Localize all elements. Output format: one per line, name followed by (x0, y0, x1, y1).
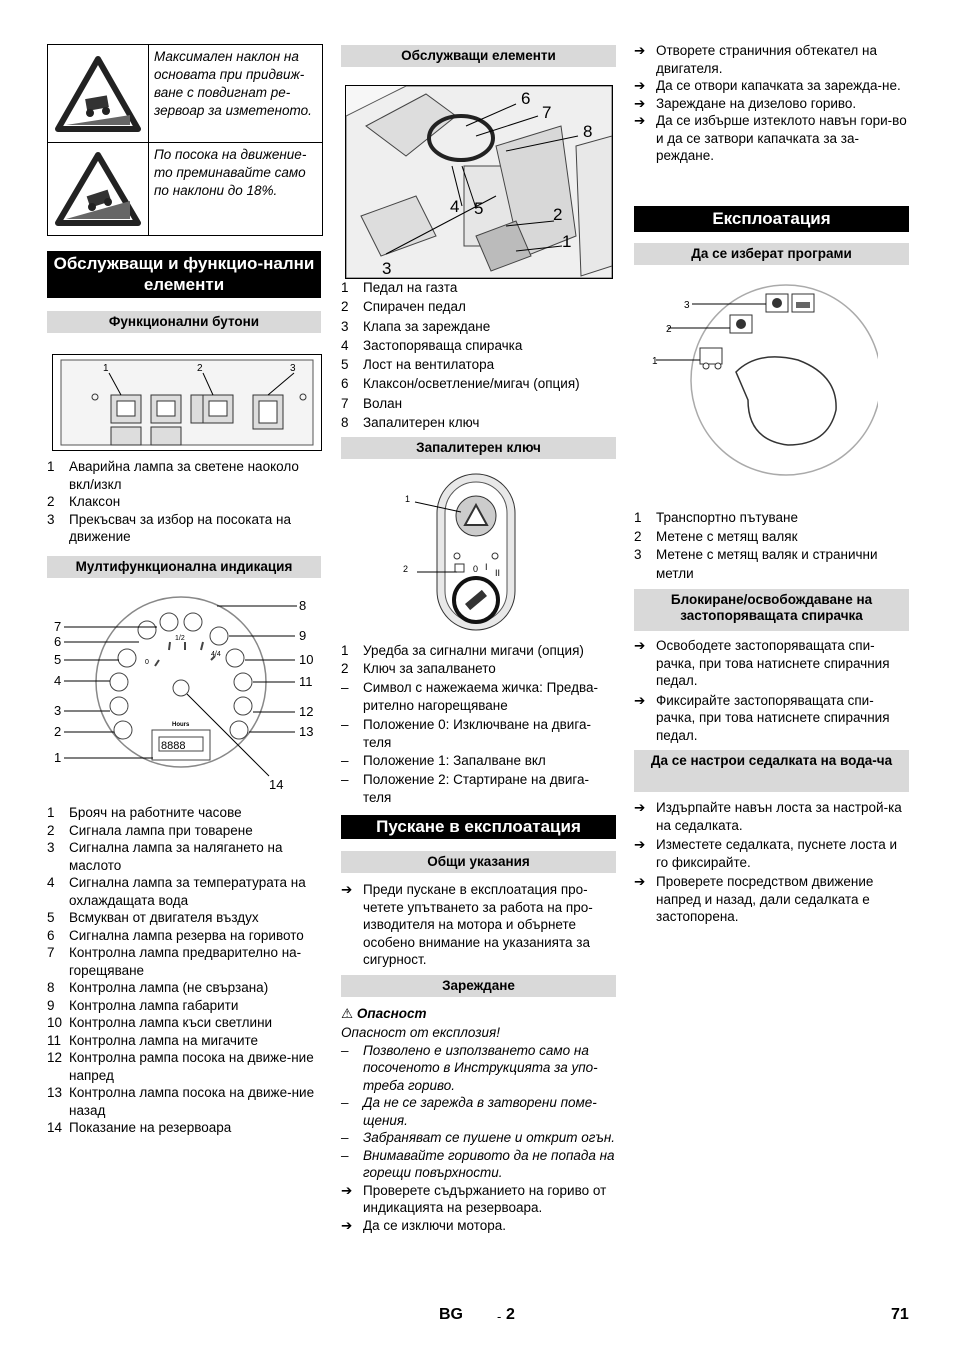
list-item: 2 Метене с метящ валяк (634, 528, 798, 544)
list-item: 7 Волан (341, 395, 403, 411)
list-item: 3 Сигнална лампа за налягането на маслото (47, 840, 283, 873)
list-item: – Положение 2: Стартиране на двига-теля (341, 771, 589, 806)
svg-text:7: 7 (54, 619, 62, 634)
list-item: 14 Показание на резервоара (47, 1120, 232, 1135)
slope-warning-icon (48, 143, 149, 235)
list-item: ➔ Изместете седалката, пуснете лоста и го фиксирайте. (634, 837, 898, 870)
list-item: ➔ Да се отвори капачката за зарежда-не. (634, 78, 901, 93)
ignition-figure (401, 472, 561, 632)
list-item: 5 Всмукван от двигателя въздух (47, 910, 259, 925)
danger-heading: ⚠ Опасност (341, 1006, 427, 1021)
svg-text:8: 8 (299, 598, 307, 613)
warning-text-2: По посока на движение-то преминавайте само по наклони до 18%. (154, 147, 307, 198)
general-notes-list (341, 881, 616, 969)
svg-text:5: 5 (54, 652, 62, 667)
list-item: 1 Уредба за сигнални мигачи (опция) (341, 643, 584, 658)
list-item: 1 Аварийна лампа за светене наоколо вкл/изкл (47, 459, 299, 492)
svg-text:1: 1 (54, 750, 62, 765)
parking-brake-list (634, 637, 909, 744)
list-item: 8 Контролна лампа (не свързана) (47, 980, 269, 995)
svg-text:4: 4 (54, 673, 62, 688)
list-item: 9 Контролна лампа габарити (47, 997, 239, 1013)
svg-text:2: 2 (54, 724, 62, 739)
list-item: 11 Контролна лампа на мигачите (47, 1032, 259, 1048)
section-title-startup: Пускане в експлоатация (341, 815, 616, 839)
list-item: ➔ Фиксирайте застопоряващата спи-рачка, при това натиснете спирачния педал. (634, 692, 890, 743)
heading-parking-brake: Блокиране/освобождаване на застопоряващата спирачка (634, 589, 909, 631)
horn-button[interactable] (151, 395, 181, 423)
hour-counter-display (152, 730, 210, 760)
list-item: ➔ Преди пускане в експлоатация про-четете упътването за работа на про-изводителя на мотора и обърнете особено внимание на указанията за сигурност. (341, 882, 593, 967)
list-item: 1 Брояч на работните часове (47, 805, 242, 820)
svg-text:1: 1 (103, 363, 109, 374)
svg-text:7: 7 (542, 103, 552, 122)
footer-language: BG (439, 1306, 463, 1323)
danger-subtitle: Опасност от експлозия! (341, 1024, 501, 1040)
svg-text:1: 1 (652, 356, 658, 367)
list-item: 13 Контролна лампа посока на движе-ние назад (47, 1085, 315, 1118)
multi-display-figure (47, 590, 322, 795)
footer-subpage: 2 (506, 1306, 515, 1323)
heading-function-buttons: Функционални бутони (47, 311, 321, 333)
list-item: – Положение 0: Изключване на двига-теля (341, 716, 591, 751)
warning-triangle-icon: ⚠ (341, 1006, 354, 1021)
list-item: 10 Контролна лампа къси светлини (47, 1015, 273, 1030)
svg-text:10: 10 (299, 652, 314, 667)
svg-text:0: 0 (145, 659, 149, 666)
svg-text:2: 2 (666, 324, 672, 335)
heading-general-notes: Общи указания (341, 851, 616, 873)
svg-text:11: 11 (299, 674, 313, 689)
svg-text:6: 6 (54, 634, 62, 649)
hazard-button[interactable] (111, 395, 141, 423)
heading-refuelling: Зареждане (341, 975, 616, 997)
svg-text:0%: 0% (70, 117, 78, 123)
svg-text:13: 13 (299, 724, 314, 739)
direction-switch[interactable] (253, 395, 283, 429)
list-item: – Позволено е използването само на посоченото в Инструкцията за упо-треба гориво. (341, 1042, 598, 1093)
list-item: 1 Педал на газта (341, 280, 458, 295)
section-title-controls-functions: Обслужващи и функцио-нални елементи (47, 251, 321, 298)
list-item: 2 Клаксон (47, 494, 121, 509)
svg-text:4/4: 4/4 (211, 651, 221, 658)
list-item: 2 Сигнала лампа при товарене (47, 822, 253, 838)
svg-text:1/2: 1/2 (175, 635, 185, 642)
svg-text:1: 1 (562, 232, 572, 251)
hazard-switch[interactable] (456, 496, 496, 536)
heading-driver-seat: Да се настрои седалката на вода-ча (634, 750, 909, 792)
svg-text:5: 5 (474, 199, 484, 218)
list-item: 3 Клапа за зареждане (341, 318, 491, 334)
svg-text:9: 9 (299, 628, 307, 643)
svg-text:3: 3 (684, 300, 690, 311)
warning-text-1: Максимален наклон на основата при придвиж-ване с повдигнат ре-зервоар за изметеното. (154, 49, 312, 118)
svg-text:12: 12 (299, 704, 314, 719)
list-item: ➔ Освободете застопоряващата спи-рачка, при това натиснете спирачния педал. (634, 638, 890, 688)
svg-text:6: 6 (521, 89, 531, 108)
operating-elements-figure (345, 85, 613, 279)
svg-text:2: 2 (553, 205, 563, 224)
list-item: 4 Сигнална лампа за температурата на охлаждащата вода (47, 875, 306, 908)
list-item: 1 Транспортно пътуване (634, 510, 798, 525)
list-item: ➔ Проверете съдържанието на гориво от индикацията на резервоара. (341, 1182, 607, 1215)
svg-text:I: I (485, 562, 488, 572)
warning-row-2 (48, 143, 322, 235)
function-buttons-list (47, 458, 322, 546)
list-item: – Положение 1: Запалване вкл (341, 753, 546, 769)
list-item: ➔ Да се изключи мотора. (341, 1217, 507, 1233)
list-item: 5 Лост на вентилатора (341, 357, 495, 373)
light-button[interactable] (203, 395, 233, 423)
multi-display-list (47, 804, 322, 1137)
svg-text:2: 2 (197, 363, 203, 374)
list-item: 7 Контролна лампа предварително на-горещяване (47, 945, 302, 978)
refuel-continued-list (634, 42, 909, 165)
warning-table (47, 44, 323, 236)
list-item: 6 Клаксон/осветление/мигач (опция) (341, 376, 580, 392)
list-item: ➔ Зареждане на дизелово гориво. (634, 95, 857, 111)
svg-text:8: 8 (583, 122, 593, 141)
svg-text:4: 4 (450, 197, 460, 216)
svg-text:14: 14 (269, 777, 284, 792)
footer-separator: - (497, 1309, 502, 1324)
list-item: 3 Прекъсвач за избор на посоката на движение (47, 511, 291, 544)
list-item: 2 Спирачен педал (341, 299, 466, 315)
list-item: – Забраняват се пушене и открит огън. (341, 1130, 616, 1145)
list-item: – Да не се зарежда в затворени поме-щения. (341, 1095, 597, 1128)
program-selector-figure (648, 280, 878, 480)
ignition-key-switch[interactable] (454, 578, 498, 622)
list-item: ➔ Отворете страничния обтекател на двигателя. (634, 43, 877, 76)
heading-multi-display: Мултифункционална индикация (47, 556, 321, 578)
list-item: ➔ Издърпайте навън лоста за настрой-ка на седалката. (634, 800, 902, 833)
svg-text:18%: 18% (70, 211, 81, 217)
ignition-list (341, 642, 616, 808)
svg-text:0: 0 (473, 564, 479, 574)
svg-text:3: 3 (54, 703, 62, 718)
list-item: – Символ с нажежаема жичка: Предва-рително нагорещяване (341, 679, 599, 714)
svg-text:8888: 8888 (161, 740, 186, 752)
list-item: 12 Контролна рампа посока на движе-ние напред (47, 1050, 314, 1083)
list-item: 8 Запалитерен ключ (341, 415, 480, 431)
function-buttons-figure (52, 354, 322, 451)
list-item: 6 Сигнална лампа резерва на горивото (47, 927, 304, 943)
operating-elements-list (341, 278, 616, 432)
svg-text:II: II (495, 568, 501, 578)
list-item: 2 Ключ за запалването (341, 661, 496, 677)
list-item: ➔ Проверете посредством движение напред и назад, дали седалката е застопорена. (634, 874, 874, 924)
svg-text:Hours: Hours (172, 722, 190, 728)
section-title-operation: Експлоатация (634, 206, 909, 232)
danger-block (341, 1005, 616, 1234)
list-item: – Внимавайте горивото да не попада на горещи повърхности. (341, 1147, 615, 1180)
slope-warning-icon (48, 45, 149, 142)
heading-select-programs: Да се изберат програми (634, 243, 909, 265)
svg-text:3: 3 (382, 259, 392, 278)
heading-operating-elements: Обслужващи елементи (341, 45, 616, 67)
svg-text:1: 1 (405, 494, 411, 504)
heading-ignition-key: Запалитерен ключ (341, 437, 616, 459)
svg-text:2: 2 (403, 564, 409, 574)
roller-sweep-icon (730, 315, 752, 333)
list-item: 3 Метене с метящ валяк и странични метли (634, 547, 878, 581)
list-item: ➔ Да се избърше изтеклото навън гори-во и да се затвори капачката за за-реждане. (634, 113, 907, 163)
page-number: 71 (891, 1306, 909, 1323)
list-item: 4 Застопоряваща спирачка (341, 337, 523, 353)
driver-seat-list (634, 799, 909, 926)
programs-list (634, 509, 909, 583)
warning-row-1 (48, 45, 322, 143)
svg-text:3: 3 (290, 363, 296, 374)
